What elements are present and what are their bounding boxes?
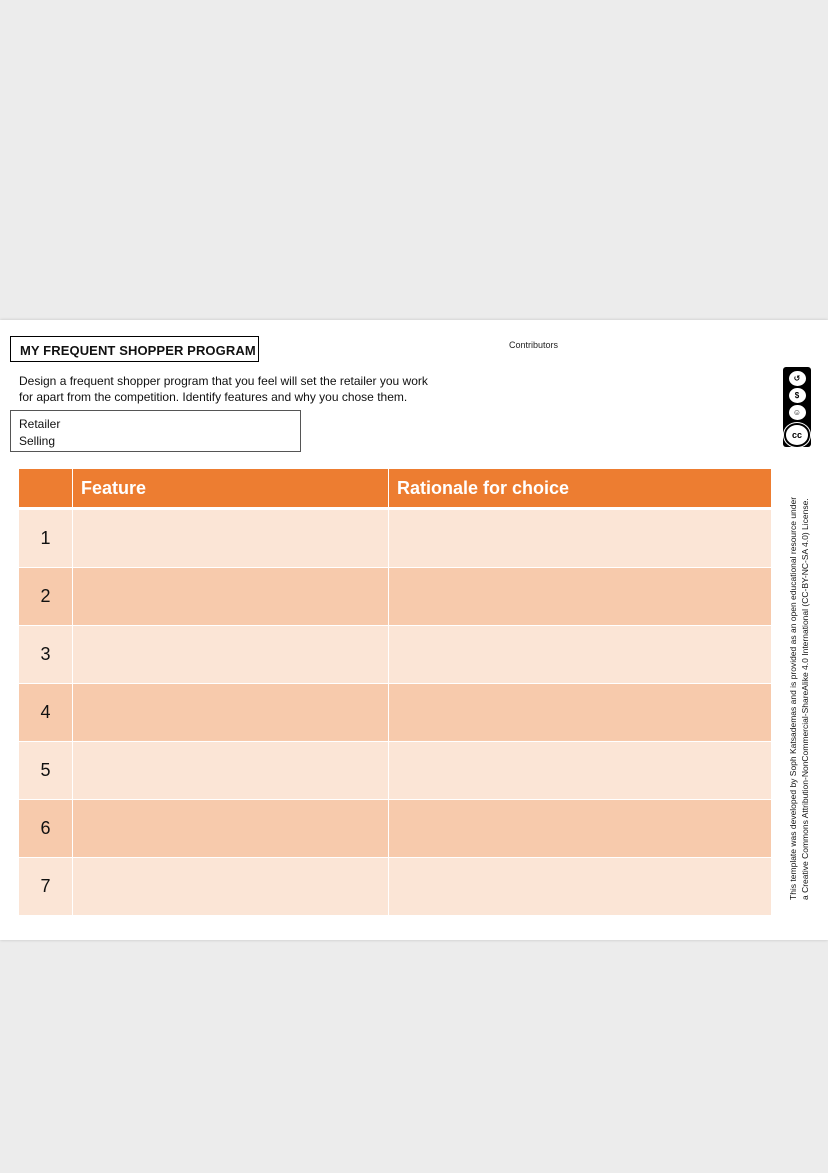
feature-cell[interactable]	[73, 509, 389, 568]
table-row	[19, 626, 772, 684]
cc-license-badge	[783, 367, 813, 447]
features-table	[18, 468, 772, 916]
sa-icon: ↺	[789, 371, 806, 386]
by-icon: ☺	[789, 405, 806, 420]
feature-cell[interactable]	[73, 684, 389, 742]
table-row	[19, 800, 772, 858]
feature-cell[interactable]	[73, 742, 389, 800]
instructions-line-1: Design a frequent shopper program that you feel will set the retailer you work	[19, 374, 428, 388]
table-row	[19, 568, 772, 626]
row-number: 7	[19, 858, 73, 916]
rationale-cell[interactable]	[389, 509, 772, 568]
feature-cell[interactable]	[73, 800, 389, 858]
instructions-line-2: for apart from the competition. Identify features and why you chose them.	[19, 390, 408, 404]
row-number: 4	[19, 684, 73, 742]
header-rationale: Rationale for choice	[389, 469, 772, 509]
instructions-text	[19, 373, 469, 405]
license-line-1: This template was developed by Soph Katsademas and is provided as an open educational resource under	[788, 496, 798, 900]
rationale-cell[interactable]	[389, 626, 772, 684]
table-row	[19, 742, 772, 800]
header-feature: Feature	[73, 469, 389, 509]
table-row	[19, 858, 772, 916]
retailer-info-box[interactable]	[10, 410, 301, 452]
contributors-label: Contributors	[509, 340, 559, 350]
license-text	[787, 460, 811, 900]
row-number: 2	[19, 568, 73, 626]
row-number: 1	[19, 509, 73, 568]
feature-cell[interactable]	[73, 858, 389, 916]
table-row	[19, 509, 772, 568]
row-number: 3	[19, 626, 73, 684]
table-header-row	[19, 469, 772, 509]
header-number-cell	[19, 469, 73, 509]
rationale-cell[interactable]	[389, 742, 772, 800]
rationale-cell[interactable]	[389, 858, 772, 916]
row-number: 6	[19, 800, 73, 858]
nc-icon: $	[789, 388, 806, 403]
rationale-cell[interactable]	[389, 568, 772, 626]
worksheet-page	[0, 320, 828, 940]
cc-icon: cc	[784, 423, 810, 447]
rationale-cell[interactable]	[389, 684, 772, 742]
selling-label: Selling	[19, 434, 56, 448]
retailer-label: Retailer	[19, 417, 61, 431]
rationale-cell[interactable]	[389, 800, 772, 858]
license-line-2: a Creative Commons Attribution-NonCommercial-ShareAlike 4.0 International (CC-BY-NC-SA 4.0) License.	[800, 498, 810, 900]
row-number: 5	[19, 742, 73, 800]
table-row	[19, 684, 772, 742]
feature-cell[interactable]	[73, 626, 389, 684]
cc-badge-graphic	[783, 367, 811, 447]
worksheet-title: MY FREQUENT SHOPPER PROGRAM	[10, 336, 259, 362]
feature-cell[interactable]	[73, 568, 389, 626]
